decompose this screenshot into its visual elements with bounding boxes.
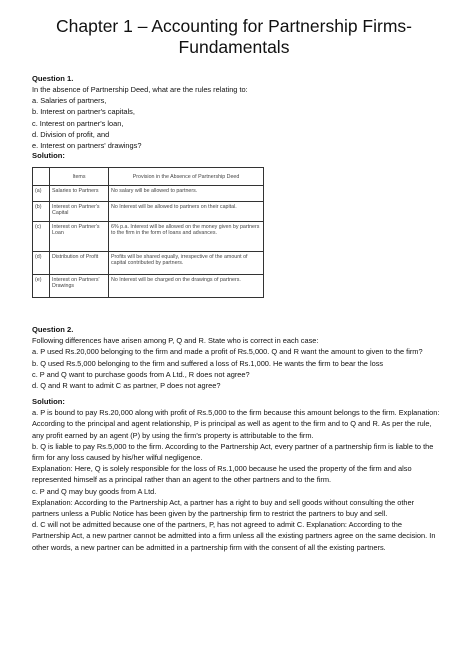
solution-line: Partnership Act, a new partner cannot be admitted into a firm unless all the existing partners agree on the same decision. In: [32, 531, 436, 541]
table-row: [33, 202, 264, 222]
solution-line: any profit earned by an agent (P) by using the firm's property is attributable to the firm.: [32, 430, 314, 440]
question-2-solution-body: [32, 407, 440, 553]
row-label: (b): [33, 202, 50, 222]
row-item: Interest on Partner's Capital: [50, 202, 109, 222]
row-label: (e): [33, 275, 50, 298]
title-line-2: Fundamentals: [178, 37, 290, 57]
question-2-line: Following differences have arisen among P, Q and R. State who is correct in each case:: [32, 336, 319, 346]
question-1-body: [32, 84, 436, 151]
question-2-line: a. P used Rs.20,000 belonging to the firm and made a profit of Rs.5,000. Q and R want the amount to given to the firm?: [32, 347, 423, 357]
solution-line: partners unless a Public Notice has been given by the partnership firm to restrict the partners to buy and sell.: [32, 509, 388, 519]
page-title: [32, 0, 436, 58]
table-row: [33, 186, 264, 202]
question-2-solution-heading: Solution:: [32, 397, 65, 407]
solution-line: represented himself as a principal rather than an agent to the other partners and to the firm.: [32, 475, 332, 485]
row-item: Salaries to Partners: [50, 186, 109, 202]
question-1-heading: Question 1.: [32, 74, 74, 83]
question-2-line: d. Q and R want to admit C as partner, P does not agree?: [32, 381, 221, 391]
row-label: (a): [33, 186, 50, 202]
solution-line: a. P is bound to pay Rs.20,000 along with profit of Rs.5,000 to the firm because this amount belongs to the firm. Explanation:: [32, 408, 440, 418]
question-1-line: e. Interest on partners' drawings?: [32, 141, 142, 151]
section-spacer: [32, 298, 436, 316]
solution-line: b. Q is liable to pay Rs.5,000 to the firm. According to the Partnership Act, every partner of a partnership firm is liable to the: [32, 441, 434, 451]
question-2-heading: Question 2.: [32, 325, 74, 335]
table-header-row: [33, 168, 264, 186]
question-2-body: [32, 335, 436, 391]
row-provision: 6% p.a. Interest will be allowed on the money given by partners to the firm in the form of loans and advances.: [109, 222, 264, 252]
table-header-cell: [33, 168, 50, 186]
row-provision: No salary will be allowed to partners.: [109, 186, 264, 202]
provisions-table: [32, 167, 264, 298]
question-1-line: d. Division of profit, and: [32, 129, 110, 139]
solution-line: d. C will not be admitted because one of the partners, P, has not agreed to admit C. Explanation: According to the: [32, 520, 403, 530]
table-row: [33, 222, 264, 252]
row-provision: Profits will be shared equally, irrespective of the amount of capital contributed by partners.: [109, 252, 264, 275]
row-label: (d): [33, 252, 50, 275]
title-line-1: Chapter 1 – Accounting for Partnership Firms-: [56, 16, 412, 36]
row-item: Distribution of Profit: [50, 252, 109, 275]
question-2-line: b. Q used Rs.5,000 belonging to the firm and suffered a loss of Rs.1,000. He wants the firm to bear the loss: [32, 358, 384, 368]
question-1-line: a. Salaries of partners,: [32, 96, 107, 106]
table-row: [33, 275, 264, 298]
table-header-cell: Items: [50, 168, 109, 186]
question-1-line: b. Interest on partner's capitals,: [32, 107, 135, 117]
row-item: Interest on Partners' Drawings: [50, 275, 109, 298]
solution-line: According to the principal and agent relationship, P is principal as well as agent to the firm and to Q and R. As per the rule,: [32, 419, 432, 429]
solution-line: Explanation: According to the Partnership Act, a partner has a right to buy and sell goods without consulting the other: [32, 497, 415, 507]
question-1-line: c. Interest on partner's loan,: [32, 118, 124, 128]
question-1-line: In the absence of Partnership Deed, what are the rules relating to:: [32, 85, 248, 94]
solution-line: other words, a new partner can be admitted in a partnership firm with the consent of all the existing partners.: [32, 542, 386, 552]
table-row: [33, 252, 264, 275]
solution-line: Explanation: Here, Q is solely responsible for the loss of Rs.1,000 because he used the property of the firm and also: [32, 464, 412, 474]
question-2-line: c. P and Q want to purchase goods from A Ltd., R does not agree?: [32, 369, 250, 379]
row-label: (c): [33, 222, 50, 252]
row-provision: No Interest will be allowed to partners on their capital.: [109, 202, 264, 222]
table-header-cell: Provision in the Absence of Partnership Deed: [109, 168, 264, 186]
solution-line: firm for any loss caused by his/her wilful negligence.: [32, 453, 203, 463]
row-item: Interest on Partner's Loan: [50, 222, 109, 252]
question-1-solution-heading: Solution:: [32, 151, 65, 161]
row-provision: No Interest will be charged on the drawings of partners.: [109, 275, 264, 298]
solution-line: c. P and Q may buy goods from A Ltd.: [32, 486, 157, 496]
